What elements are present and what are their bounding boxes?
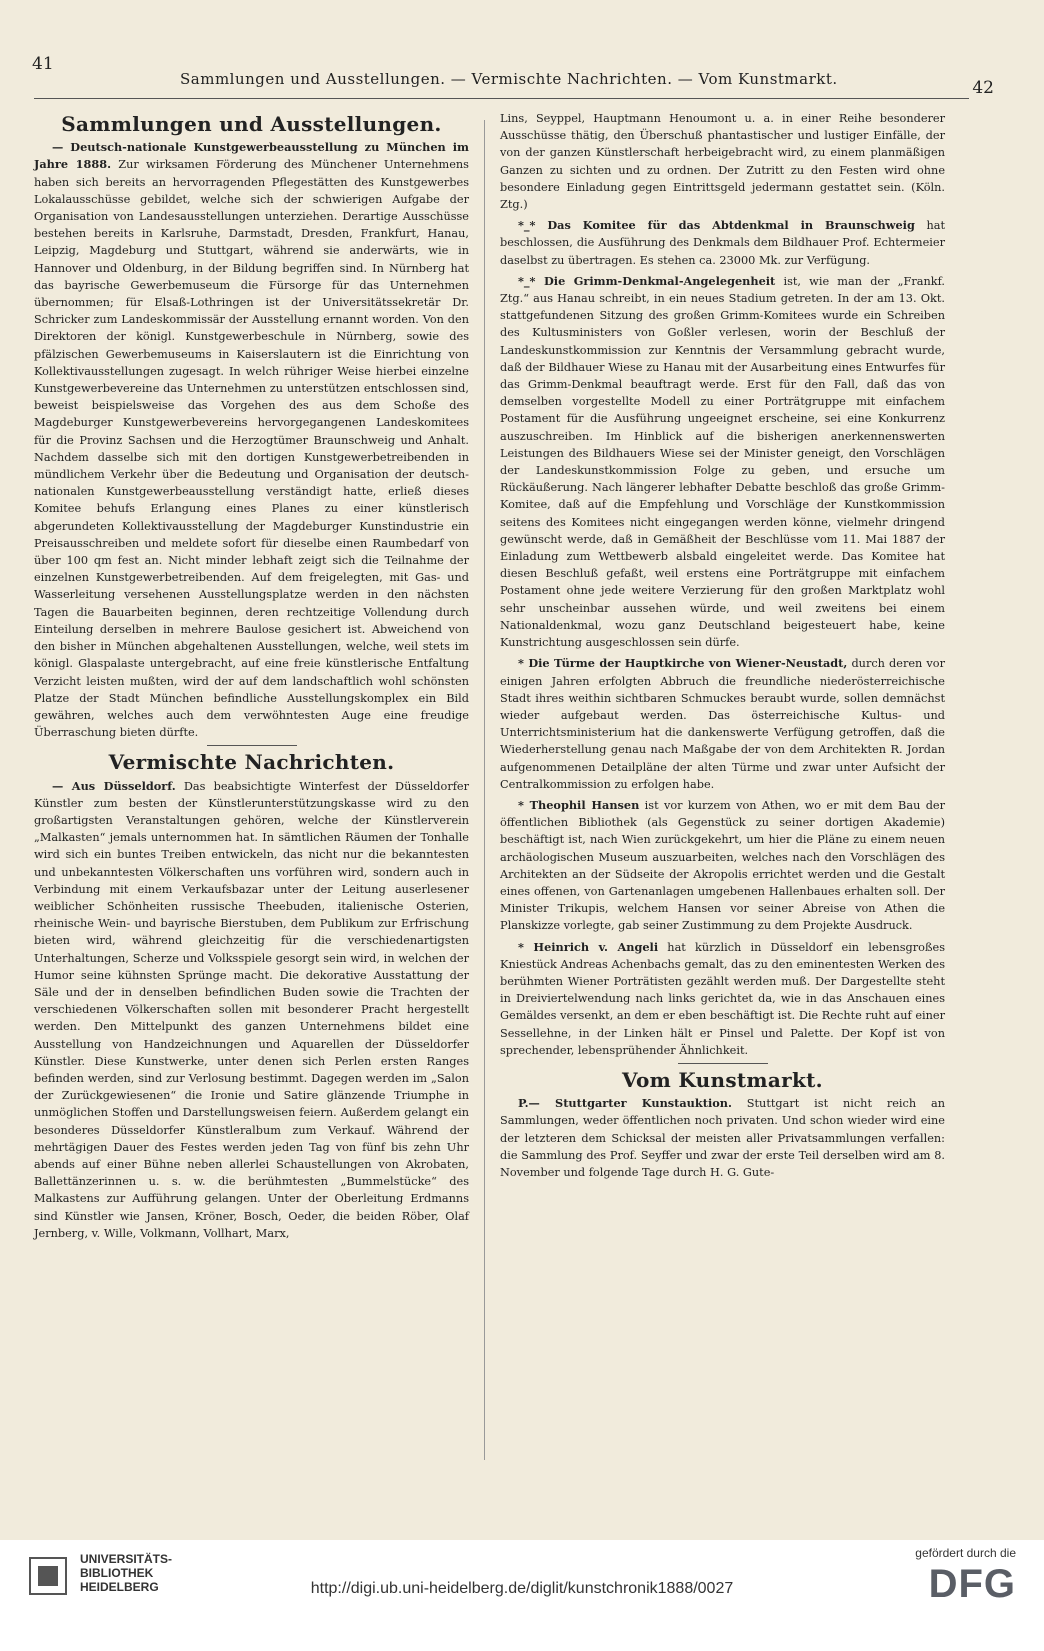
article-body: hat kürzlich in Düsseldorf ein lebensgroßes Kniestück Andreas Achenbachs gemalt, das zu den eminentesten Werken des berühmten Wiener Porträtisten gezählt werden muß. Der Dargestellte steht in Dreiviertelwendung nach links gerichtet da, wie in das Anschauen eines Gemäldes versenkt, an dem er eben beschäftigt ist. Die Rechte ruht auf einer Sessellehne, in der Linken hält er Pinsel und Palette. Der Kopf ist von sprechender, lebensprühender Ähnlichkeit. — [500, 940, 945, 1057]
article-lead: P.— Stuttgarter Kunstauktion. — [518, 1096, 732, 1111]
article-grimm-denkmal — [500, 273, 945, 651]
page-number-left: 41 — [32, 54, 54, 74]
article-wiener-neustadt — [500, 655, 945, 793]
article-lead: — Deutsch-nationale Kunstgewerbeausstellung zu München im Jahre 1888. — [34, 140, 469, 172]
article-body: Zur wirksamen Förderung des Münchener Unternehmens haben sich bereits an hervorragenden Pflegestätten des Kunstgewerbes Lokalausschüsse gebildet, welche sich der schwierigen Aufgabe der Organisation von Landesausstellungen unterziehen. Derartige Ausschüsse bestehen bereits in Karlsruhe, Darmstadt, Dresden, Frankfurt, Hanau, Leipzig, Magdeburg und Stuttgart, während sie anderwärts, wie in Hannover und Oldenburg, in der Bildung begriffen sind. In Nürnberg hat das bayrische Gewerbemuseum die Fürsorge für das Unternehmen übernommen; für Elsaß-Lothringen ist der Universitätssekretär Dr. Schricker zum Landeskommissär der Ausstellung ernannt worden. Von den Direktoren der königl. Kunstgewerbeschule in Nürnberg, sowie des pfälzischen Gewerbemuseums in Kaiserslautern ist die Einrichtung von Kollektivausstellungen zugesagt. In welch rühriger Weise hierbei einzelne Kunstgewerbevereine das Unternehmen zu unterstützen entschlossen sind, beweist beispielsweise das Vorgehen des aus dem Schoße des Magdeburger Kunstgewerbevereins hervorgegangenen Landeskomitees für die Provinz Sachsen und die Herzogtümer Braunschweig und Anhalt. Nachdem dasselbe sich mit den dortigen Kunstgewerbetreibenden in mündlichem Verkehr über die Bedeutung und Organisation der deutsch-nationalen Kunstgewerbeausstellung verständigt hatte, erließ dieses Komitee behufs Erlangung eines Planes zu einer künstlerisch abgerundeten Kollektivausstellung der Magdeburger Kunstindustrie ein Preisausschreiben und meldete sofort für dieselbe einen Raumbedarf von über 100 qm fest an. Nicht minder lebhaft zeigt sich die Teilnahme der einzelnen Kunstgewerbetreibenden. Auf dem freigelegten, mit Gas- und Wasserleitung versehenen Ausstellungsplatze werden in den nächsten Tagen die Bauarbeiten beginnen, deren rechtzeitige Vollendung durch Einteilung derselben in mehrere Baulose gesichert ist. Abweichend von den bisher in München abgehaltenen Ausstellungen, welche, weil stets im königl. Glaspalaste untergebracht, auf eine freie künstlerische Entfaltung Verzicht leisten mußten, wird der auf dem landschaftlich wohl schönsten Platze der Stadt München befindliche Ausstellungskomplex ein Bild gewähren, welches auch dem verwöhntesten Auge eine freudige Überraschung bieten dürfte. — [34, 158, 469, 740]
section-title-sammlungen: Sammlungen und Ausstellungen. — [61, 112, 442, 136]
running-title: Sammlungen und Ausstellungen. — Vermischte Nachrichten. — Vom Kunstmarkt. — [180, 70, 838, 88]
article-duesseldorf — [34, 778, 469, 1242]
article-body: hat beschlossen, die Ausführung des Denkmals dem Bildhauer Prof. Echtermeier daselbst zu übertragen. Es stehen ca. 23000 Mk. zur Verfügung. — [500, 219, 945, 267]
article-lead: * Die Türme der Hauptkirche von Wiener-Neustadt, — [518, 656, 848, 671]
footer-bar — [0, 1540, 1044, 1651]
article-continuation: Lins, Seyppel, Hauptmann Henoumont u. a. in einer Reihe besonderer Ausschüsse thätig, den Überschuß phantastischer und lustiger Einfälle, der von der ganzen Künstlerschaft herbeigebracht wird, zu einem planmäßigen Ganzen zu sichten und zu ordnen. Der Zutritt zu den Festen wird ohne besondere Einladung gegen Eintrittsgeld jedermann gestattet sein. (Köln. Ztg.) — [500, 112, 945, 212]
article-kunstgewerbeausstellung — [34, 139, 469, 741]
source-url-link[interactable]: http://digi.ub.uni-heidelberg.de/diglit/kunstchronik1888/0027 — [310, 1580, 734, 1597]
section-divider — [207, 745, 297, 746]
section-title-kunstmarkt: Vom Kunstmarkt. — [622, 1067, 823, 1092]
article-lead: *_* Die Grimm-Denkmal-Angelegenheit — [518, 273, 776, 288]
article-body: Das beabsichtigte Winterfest der Düsseldorfer Künstler zum besten der Künstlerunterstützungskasse wird zu den großartigsten Veranstaltungen gehören, welche der Künstlerverein „Malkasten“ jemals unternommen hat. In sämtlichen Räumen der Tonhalle wird sich ein buntes Treiben entwickeln, das nicht nur die bekanntesten und unbekanntesten Völkerschaften uns vorführen wird, sondern auch in Verbindung mit einem Verkaufsbazar unter der Leitung auserlesener weiblicher Schönheiten russische Theebuden, italienische Osterien, rheinische Wein- und bayrische Bierstuben, dem Publikum zur Erfrischung bieten wird, während gleichzeitig für die verschiedenartigsten Unterhaltungen, Scherze und Volksspiele gesorgt sein wird, in welchen der Humor seine kühnsten Sprünge macht. Die dekorative Ausstattung der Säle und der in denselben befindlichen Buden sowie die Trachten der verschiedenen Völkerschaften sollen mit besonderer Pracht hergestellt werden. Den Mittelpunkt des ganzen Unternehmens bildet eine Ausstellung von Handzeichnungen und Aquarellen der Düsseldorfer Künstler. Diese Kunstwerke, unter denen sich Perlen ersten Ranges befinden werden, sind zur Verlosung bestimmt. Dagegen werden im „Salon der Zurückgewiesenen“ die Ironie und Satire glänzende Triumphe in unmöglichen Stoffen und Darstellungsweisen feiern. Außerdem gelangt ein besonderes Düsseldorfer Künstleralbum zum Verkauf. Während der mehrtägigen Dauer des Festes werden jeden Tag von fünf bis zehn Uhr abends auf einer Bühne neben allerlei Schaustellungen von Akrobaten, Ballettänzerinnen u. s. w. die berühmtesten „Bummelstücke“ des Malkastens zur Aufführung gelangen. Unter der Oberleitung Erdmanns sind Künstler wie Jansen, Kröner, Bosch, Oeder, die beiden Röber, Olaf Jernberg, v. Wille, Volkmann, Vollhart, Marx, — [34, 779, 469, 1240]
article-abtdenkmal — [500, 217, 945, 269]
article-body: Stuttgart ist nicht reich an Sammlungen, weder öffentlichen noch privaten. Und schon wieder wird eine der letzteren dem Schicksal der meisten aller Privatsammlungen verfallen: die Sammlung des Prof. Seyffer und zwar der erste Teil derselben wird am 8. November und folgende Tage durch H. G. Gute- — [500, 1097, 946, 1179]
left-column — [34, 110, 469, 1246]
dfg-logo: DFG — [928, 1562, 1016, 1606]
running-header — [30, 48, 1014, 98]
article-angeli — [500, 939, 945, 1059]
section-divider — [678, 1063, 768, 1064]
article-lead: — Aus Düsseldorf. — [52, 778, 176, 793]
right-column — [500, 110, 945, 1185]
article-lead: *_* Das Komitee für das Abtdenkmal in Braunschweig — [518, 218, 915, 233]
article-lead: * Theophil Hansen — [518, 797, 640, 812]
article-stuttgart — [500, 1095, 945, 1181]
header-rule — [34, 98, 969, 99]
section-title-vermischte: Vermischte Nachrichten. — [108, 750, 395, 775]
article-body: durch deren vor einigen Jahren erfolgten Abbruch die freundliche niederösterreichische Stadt ihres weithin sichtbaren Schmuckes beraubt wurde, sollen demnächst wieder aufgebaut werden. Das österreichische Kultus- und Unterrichtsministerium hat die dankenswerte Verfügung getroffen, daß die Wiederherstellung genau nach Maßgabe der von dem Architekten R. Jordan aufgenommenen Detailpläne der alten Türme und zwar unter Aufsicht der Centralkommission zu erfolgen habe. — [500, 657, 945, 791]
library-name: UNIVERSITÄTS- BIBLIOTHEK HEIDELBERG — [80, 1552, 173, 1594]
article-lead: * Heinrich v. Angeli — [518, 939, 659, 954]
column-separator — [484, 120, 485, 1460]
funding-note: gefördert durch die — [915, 1546, 1016, 1560]
page-number-right: 42 — [972, 78, 994, 98]
article-hansen — [500, 797, 945, 935]
article-body: ist, wie man der „Frankf. Ztg.“ aus Hanau schreibt, in ein neues Stadium getreten. In der am 13. Okt. stattgefundenen Sitzung des großen Grimm-Komitees wurde ein Schreiben des Kultusministers von Goßler verlesen, worin der Beschluß der Landeskunstkommission zur Kenntnis der Versammlung gebracht wurde, daß der Bildhauer Wiese zu Hanau mit der Ausarbeitung eines Entwurfes für das Grimm-Denkmal beauftragt werde. Erst für den Fall, daß das von demselben vorgestellte Modell zu einer Porträtgruppe mit einfachem Postament für die Ausführung ungeeignet erscheine, sei eine Konkurrenz auszuschreiben. Im Hinblick auf die bisherigen anerkennenswerten Leistungen des Bildhauers Wiese sei der Minister geneigt, den Vorschlägen der Landeskunstkommission Folge zu geben, und ersuche um Rückäußerung. Nach längerer lebhafter Debatte beschloß das große Grimm-Komitee, daß auf die Empfehlung und Vorschläge der Kunstkommission seitens des Komitees nicht eingegangen werden könne, vielmehr dringend gewünscht werde, daß in Gemäßheit der Beschlüsse vom 11. Mai 1887 der Einladung zum Wettbewerb alsbald eingeleitet werde. Das Komitee hat diesen Beschluß gefaßt, weil erstens eine Porträtgruppe mit einfachem Postament ohne jede weitere Verzierung für den großen Marktplatz wohl sehr unscheinbar aussehen würde, und weil zweitens bei einem Nationaldenkmal, wozu ganz Deutschland beigesteuert habe, keine Kunstrichtung ausgeschlossen sein dürfe. — [500, 274, 945, 650]
article-body: ist vor kurzem von Athen, wo er mit dem Bau der öffentlichen Bibliothek (als Gegenstück zu seiner dortigen Akademie) beschäftigt ist, nach Wien zurückgekehrt, um hier die Pläne zu einem neuen archäologischen Museum auszuarbeiten, welches nach den Vorschlägen des Architekten an der Südseite der Akropolis errichtet werden und die Gestalt eines offenen, von Gartenanlagen umgebenen Hallenbaues erhalten soll. Der Minister Trikupis, welchem Hansen vor seiner Abreise von Athen die Planskizze vorlegte, gab seiner Zustimmung zu dem Projekte Ausdruck. — [500, 798, 946, 933]
